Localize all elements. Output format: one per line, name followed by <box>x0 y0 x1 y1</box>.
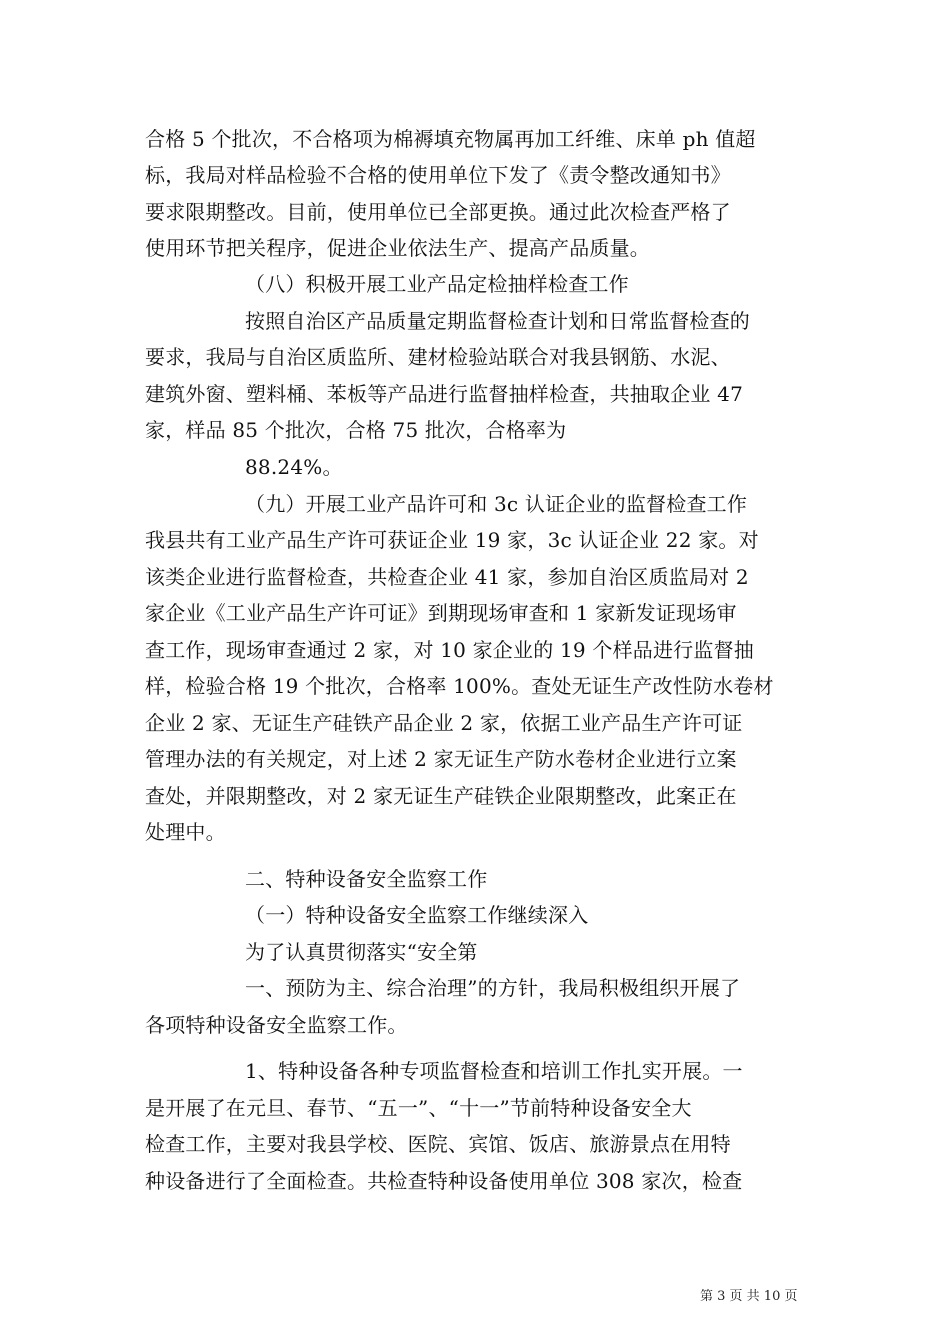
text-line: 查处，并限期整改，对 2 家无证生产硅铁企业限期整改，此案正在 <box>145 784 737 808</box>
text-line: 88.24%。 <box>245 455 343 479</box>
section-heading: （九）开展工业产品许可和 3c 认证企业的监督检查工作 <box>245 492 748 516</box>
text-line: 建筑外窗、塑料桶、苯板等产品进行监督抽样检查，共抽取企业 47 <box>145 382 744 406</box>
text-line: 种设备进行了全面检查。共检查特种设备使用单位 308 家次，检查 <box>145 1169 743 1193</box>
text-line: 处理中。 <box>145 820 226 844</box>
text-line: 家企业《工业产品生产许可证》到期现场审查和 1 家新发证现场审 <box>145 601 737 625</box>
text-line: 我县共有工业产品生产许可获证企业 19 家，3c 认证企业 22 家。对 <box>145 528 759 552</box>
section-heading: （一）特种设备安全监察工作继续深入 <box>245 903 589 927</box>
text-line: 各项特种设备安全监察工作。 <box>145 1013 408 1037</box>
text-line: 企业 2 家、无证生产硅铁产品企业 2 家，依据工业产品生产许可证 <box>145 711 743 735</box>
section-heading: （八）积极开展工业产品定检抽样检查工作 <box>245 272 629 296</box>
text-line: 标，我局对样品检验不合格的使用单位下发了《责令整改通知书》 <box>145 163 731 187</box>
text-line: 该类企业进行监督检查，共检查企业 41 家，参加自治区质监局对 2 <box>145 565 749 589</box>
text-line: 样，检验合格 19 个批次，合格率 100%。查处无证生产改性防水卷材 <box>145 674 774 698</box>
text-line: 管理办法的有关规定，对上述 2 家无证生产防水卷材企业进行立案 <box>145 747 737 771</box>
text-line: 是开展了在元旦、春节、“五一”、“十一”节前特种设备安全大 <box>145 1096 692 1120</box>
text-line: 要求，我局与自治区质监所、建材检验站联合对我县钢筋、水泥、 <box>145 345 731 369</box>
text-line: 查工作，现场审查通过 2 家，对 10 家企业的 19 个样品进行监督抽 <box>145 638 754 662</box>
text-line: 检查工作，主要对我县学校、医院、宾馆、饭店、旅游景点在用特 <box>145 1132 731 1156</box>
text-line: 家，样品 85 个批次，合格 75 批次，合格率为 <box>145 418 567 442</box>
text-line: 一、预防为主、综合治理”的方针，我局积极组织开展了 <box>245 976 741 1000</box>
text-line: 合格 5 个批次，不合格项为棉褥填充物属再加工纤维、床单 ph 值超 <box>145 127 756 151</box>
page-number: 第 3 页 共 10 页 <box>700 1289 798 1304</box>
text-line: 1、特种设备各种专项监督检查和培训工作扎实开展。一 <box>245 1059 743 1083</box>
text-line: 按照自治区产品质量定期监督检查计划和日常监督检查的 <box>245 309 750 333</box>
text-line: 要求限期整改。目前，使用单位已全部更换。通过此次检查严格了 <box>145 200 731 224</box>
section-heading: 二、特种设备安全监察工作 <box>245 867 488 891</box>
text-line: 为了认真贯彻落实“安全第 <box>245 940 478 964</box>
text-line: 使用环节把关程序，促进企业依法生产、提高产品质量。 <box>145 236 650 260</box>
